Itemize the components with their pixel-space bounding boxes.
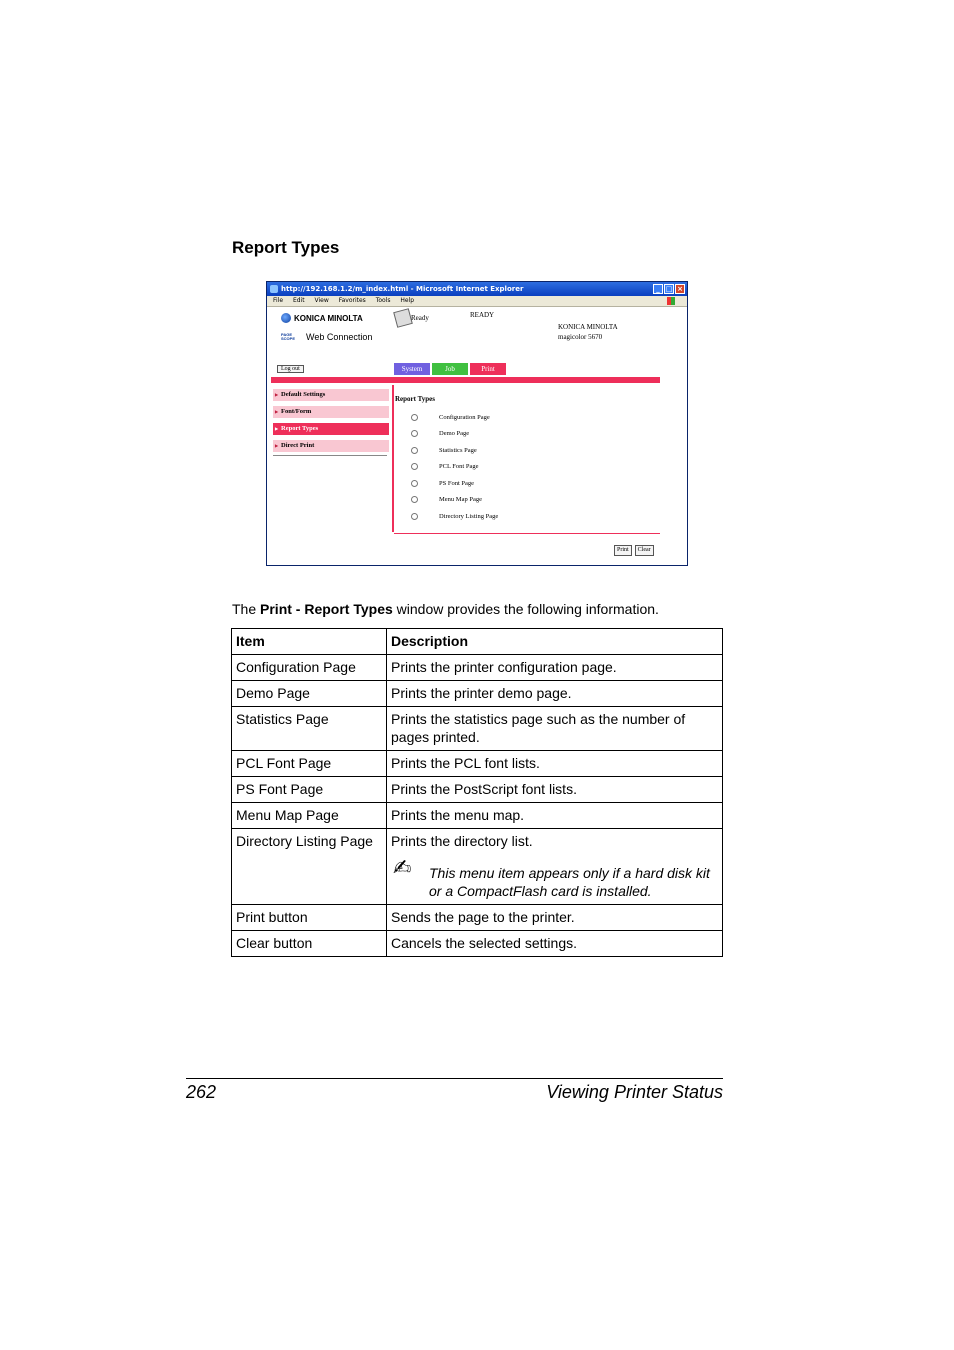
option-label: Directory Listing Page [439,512,499,520]
table-row [232,751,723,777]
table-row [232,681,723,707]
menu-favorites[interactable]: Favorites [338,297,366,304]
intro-pre: The [232,601,261,617]
browser-screenshot [266,281,688,566]
radio-button[interactable] [411,447,418,454]
row-desc: Prints the PCL font lists. [387,751,723,777]
note-pencil-icon: ✍ [393,856,412,881]
menu-view[interactable]: View [314,297,329,304]
print-button[interactable]: Print [614,545,632,556]
row-item: Directory Listing Page [232,829,387,905]
option-demo-page[interactable] [411,426,498,443]
clear-button[interactable]: Clear [635,545,654,556]
footer-title: Viewing Printer Status [546,1082,723,1102]
row-desc: Prints the printer configuration page. [387,655,723,681]
pagescope-logo [281,332,372,342]
option-label: PS Font Page [439,479,475,487]
option-label: PCL Font Page [439,463,479,471]
table-row [232,655,723,681]
pagescope-mark: PAGE SCOPE [281,332,296,341]
radio-button[interactable] [411,480,418,487]
option-menu-map-page[interactable] [411,492,498,509]
tab-system[interactable]: System [394,363,430,375]
option-pcl-font-page[interactable] [411,459,498,476]
section-heading: Report Types [232,238,340,257]
intro-post: window provides the following information. [392,601,659,617]
option-directory-listing-page[interactable] [411,508,498,525]
printer-status: READY [470,311,495,319]
option-label: Demo Page [439,430,470,438]
report-options [411,409,498,525]
info-table [231,628,723,957]
option-label: Menu Map Page [439,496,482,504]
tab-job[interactable]: Job [432,363,468,375]
browser-menubar [267,296,687,307]
row-item: Clear button [232,931,387,957]
menu-file[interactable]: File [273,297,284,304]
row-item: Demo Page [232,681,387,707]
sidebar-divider [273,455,387,456]
web-connection-page [267,307,687,565]
printer-maker: KONICA MINOLTA [558,323,618,331]
row-desc: Prints the printer demo page. [387,681,723,707]
note-block [391,858,718,900]
main-tabs [394,363,506,375]
row-item: Print button [232,905,387,931]
printer-status-icon [393,308,413,328]
browser-title: http://192.168.1.2/m_index.html - Microsoft Internet Explorer [281,285,524,293]
web-connection-label: Web Connection [306,332,373,342]
close-icon[interactable]: × [675,284,685,294]
logout-button[interactable]: Log out [277,365,304,373]
table-row [232,905,723,931]
sidebar [273,389,389,456]
table-row [232,931,723,957]
radio-button[interactable] [411,496,418,503]
table-row [232,803,723,829]
option-ps-font-page[interactable] [411,475,498,492]
menu-edit[interactable]: Edit [292,297,305,304]
table-header-row [232,629,723,655]
sidebar-item-direct-print[interactable]: ▶ Direct Print [273,440,389,452]
radio-button[interactable] [411,513,418,520]
row-item: Statistics Page [232,707,387,751]
table-row [232,777,723,803]
row-desc: Sends the page to the printer. [387,905,723,931]
intro-paragraph [232,601,659,617]
status-icon-label: Ready [411,314,429,322]
row-desc: Prints the directory list. [391,833,533,849]
option-configuration-page[interactable] [411,409,498,426]
option-label: Configuration Page [439,413,490,421]
sidebar-item-default-settings[interactable]: ▶ Default Settings [273,389,389,401]
radio-button[interactable] [411,430,418,437]
page-number: 262 [186,1082,217,1102]
globe-icon [281,313,291,323]
content-divider [392,385,394,532]
sidebar-item-font-form[interactable]: ▶ Font/Form [273,406,389,418]
action-buttons [614,545,654,556]
row-item: Configuration Page [232,655,387,681]
printer-model: magicolor 5670 [558,333,603,341]
table-row [232,707,723,751]
content-bottom-rule [394,533,660,534]
row-item: PCL Font Page [232,751,387,777]
option-label: Statistics Page [439,446,477,454]
browser-titlebar [267,282,687,296]
report-types-title: Report Types [395,395,435,403]
sidebar-item-report-types[interactable]: ▶ Report Types [273,423,389,435]
row-desc: Prints the menu map. [387,803,723,829]
maximize-icon[interactable]: □ [665,285,673,293]
radio-button[interactable] [411,414,418,421]
konica-minolta-logo [281,313,363,323]
row-desc-cell [387,829,723,905]
menu-help[interactable]: Help [400,297,415,304]
note-text: This menu item appears only if a hard disk kit or a CompactFlash card is installed. [429,865,710,899]
minimize-icon[interactable]: _ [653,284,663,294]
intro-window-name: Print - Report Types [260,601,393,617]
row-desc: Cancels the selected settings. [387,931,723,957]
row-item: Menu Map Page [232,803,387,829]
table-row [232,829,723,905]
windows-logo-icon [667,297,675,305]
header-item: Item [232,629,387,655]
footer-rule [186,1078,723,1079]
brand-name: KONICA MINOLTA [294,313,363,323]
ie-icon [270,285,278,293]
radio-button[interactable] [411,463,418,470]
row-item: PS Font Page [232,777,387,803]
tab-print[interactable]: Print [470,363,506,375]
menu-tools[interactable]: Tools [375,297,391,304]
header-description: Description [387,629,723,655]
option-statistics-page[interactable] [411,442,498,459]
row-desc: Prints the statistics page such as the number of pages printed. [387,707,723,751]
tab-underline-bar [271,377,660,383]
row-desc: Prints the PostScript font lists. [387,777,723,803]
